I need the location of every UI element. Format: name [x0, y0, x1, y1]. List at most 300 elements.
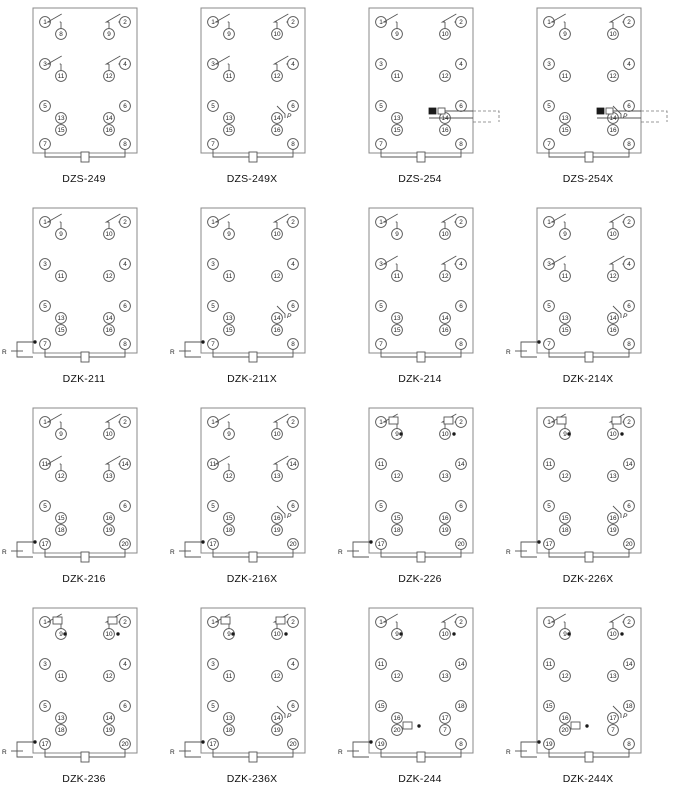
svg-text:14: 14 — [609, 314, 617, 322]
terminal-15 — [272, 125, 283, 136]
resistor-box — [108, 617, 117, 624]
svg-text:19: 19 — [105, 526, 113, 534]
terminal-13 — [544, 139, 555, 150]
coil-box — [585, 352, 593, 362]
terminal-8 — [120, 459, 131, 470]
terminal-6 — [224, 271, 235, 282]
terminal-6 — [560, 671, 571, 682]
terminal-3 — [272, 629, 283, 640]
coil-box — [249, 152, 257, 162]
terminal-6 — [560, 471, 571, 482]
terminal-11 — [608, 513, 619, 524]
svg-text:19: 19 — [609, 526, 617, 534]
svg-text:9: 9 — [563, 630, 567, 638]
svg-text:15: 15 — [57, 126, 65, 134]
svg-text:18: 18 — [625, 702, 633, 710]
svg-text:4: 4 — [291, 60, 295, 68]
svg-text:9: 9 — [59, 630, 63, 638]
terminal-14 — [56, 325, 67, 336]
terminal-14 — [56, 525, 67, 536]
diagram-caption: DZK-214 — [398, 373, 442, 385]
svg-text:13: 13 — [57, 314, 65, 322]
coil-box — [585, 152, 593, 162]
svg-text:9: 9 — [563, 30, 567, 38]
svg-text:14: 14 — [625, 660, 633, 668]
terminal-13 — [544, 739, 555, 750]
resistor-box — [444, 417, 453, 424]
svg-text:2: 2 — [291, 418, 295, 426]
terminal-8 — [456, 459, 467, 470]
svg-text:12: 12 — [273, 272, 281, 280]
terminal-6 — [56, 271, 67, 282]
svg-text:9: 9 — [395, 30, 399, 38]
terminal-6 — [56, 71, 67, 82]
svg-text:14: 14 — [273, 114, 281, 122]
svg-text:4: 4 — [459, 260, 463, 268]
diagram-canvas — [504, 400, 672, 575]
svg-text:15: 15 — [57, 326, 65, 334]
relay-diagram — [504, 202, 672, 377]
terminal-8 — [120, 259, 131, 270]
svg-text:13: 13 — [105, 472, 113, 480]
terminal-8 — [288, 59, 299, 70]
terminal-14 — [224, 125, 235, 136]
svg-text:10: 10 — [273, 30, 281, 38]
svg-text:3: 3 — [43, 660, 47, 668]
diagram-caption: DZK-214X — [562, 373, 614, 385]
svg-text:14: 14 — [273, 714, 281, 722]
terminal-12 — [624, 501, 635, 512]
svg-text:11: 11 — [393, 272, 401, 280]
diagram-canvas — [0, 0, 168, 175]
terminal-10 — [224, 513, 235, 524]
svg-text:8: 8 — [291, 140, 295, 148]
diagram-cell-dzk-214x — [504, 200, 672, 400]
svg-text:6: 6 — [459, 302, 463, 310]
resistor-box — [571, 722, 580, 729]
svg-text:1: 1 — [43, 618, 47, 626]
terminal-13 — [208, 739, 219, 750]
terminal-10 — [224, 713, 235, 724]
terminal-11 — [608, 313, 619, 324]
coil-box — [81, 352, 89, 362]
terminal-6 — [392, 271, 403, 282]
svg-text:12: 12 — [105, 272, 113, 280]
coil-box — [585, 552, 593, 562]
diagram-caption: DZS-254 — [398, 173, 442, 185]
terminal-10 — [560, 313, 571, 324]
svg-text:17: 17 — [377, 540, 385, 548]
svg-text:19: 19 — [273, 526, 281, 534]
relay-diagram — [168, 202, 336, 377]
r-label: R — [338, 549, 343, 556]
terminal-13 — [376, 539, 387, 550]
svg-text:14: 14 — [273, 314, 281, 322]
r-label: R — [2, 749, 7, 756]
svg-text:16: 16 — [609, 326, 617, 334]
svg-text:17: 17 — [209, 540, 217, 548]
relay-diagram — [0, 2, 168, 177]
svg-text:16: 16 — [273, 514, 281, 522]
r-label: R — [170, 349, 175, 356]
svg-text:13: 13 — [273, 472, 281, 480]
svg-text:7: 7 — [443, 726, 447, 734]
diagram-canvas — [168, 600, 336, 775]
terminal-10 — [392, 313, 403, 324]
terminal-9 — [544, 101, 555, 112]
relay-diagram — [168, 402, 336, 577]
terminal-14 — [56, 125, 67, 136]
svg-text:3: 3 — [379, 260, 383, 268]
terminal-11 — [608, 713, 619, 724]
terminal-13 — [208, 339, 219, 350]
terminal-4 — [288, 417, 299, 428]
terminal-5 — [376, 59, 387, 70]
terminal-5 — [208, 659, 219, 670]
svg-text:10: 10 — [273, 630, 281, 638]
terminal-9 — [40, 101, 51, 112]
svg-text:12: 12 — [393, 472, 401, 480]
svg-text:10: 10 — [441, 430, 449, 438]
diagram-cell-dzk-236 — [0, 600, 168, 800]
svg-text:6: 6 — [459, 102, 463, 110]
svg-text:6: 6 — [627, 102, 631, 110]
svg-text:11: 11 — [225, 272, 233, 280]
terminal-5 — [376, 659, 387, 670]
svg-text:8: 8 — [627, 340, 631, 348]
terminal-15 — [608, 725, 619, 736]
svg-text:3: 3 — [379, 60, 383, 68]
svg-text:5: 5 — [547, 502, 551, 510]
terminal-16 — [624, 339, 635, 350]
terminal-14 — [560, 525, 571, 536]
svg-text:15: 15 — [225, 514, 233, 522]
terminal-3 — [440, 629, 451, 640]
svg-text:1: 1 — [43, 418, 47, 426]
diagram-caption: DZK-244X — [562, 773, 614, 785]
svg-text:1: 1 — [43, 18, 47, 26]
terminal-7 — [104, 271, 115, 282]
svg-text:9: 9 — [395, 230, 399, 238]
svg-text:1: 1 — [379, 418, 383, 426]
terminal-8 — [624, 259, 635, 270]
diagram-canvas — [336, 400, 504, 575]
svg-text:2: 2 — [291, 618, 295, 626]
svg-text:5: 5 — [379, 302, 383, 310]
relay-diagram — [336, 602, 504, 777]
black-block — [429, 108, 436, 114]
terminal-4 — [288, 17, 299, 28]
terminal-3 — [440, 429, 451, 440]
terminal-14 — [392, 725, 403, 736]
terminal-7 — [272, 71, 283, 82]
terminal-16 — [624, 139, 635, 150]
diagram-canvas — [0, 200, 168, 375]
terminal-8 — [288, 659, 299, 670]
terminal-16 — [456, 139, 467, 150]
svg-text:17: 17 — [41, 740, 49, 748]
svg-text:8: 8 — [627, 740, 631, 748]
svg-text:9: 9 — [227, 30, 231, 38]
terminal-6 — [560, 71, 571, 82]
svg-text:4: 4 — [291, 660, 295, 668]
diagram-caption: DZS-249X — [226, 173, 278, 185]
svg-text:19: 19 — [441, 526, 449, 534]
svg-text:16: 16 — [105, 126, 113, 134]
diagram-canvas — [168, 400, 336, 575]
relay-diagram — [336, 2, 504, 177]
terminal-9 — [40, 301, 51, 312]
svg-text:10: 10 — [609, 230, 617, 238]
svg-text:11: 11 — [545, 660, 553, 668]
svg-text:4: 4 — [291, 260, 295, 268]
terminal-13 — [208, 539, 219, 550]
svg-text:16: 16 — [105, 514, 113, 522]
svg-text:12: 12 — [609, 72, 617, 80]
terminal-5 — [40, 659, 51, 670]
diagram-caption: DZK-226X — [562, 573, 614, 585]
terminal-2 — [392, 229, 403, 240]
relay-diagram — [0, 602, 168, 777]
svg-text:6: 6 — [291, 102, 295, 110]
svg-text:5: 5 — [211, 702, 215, 710]
svg-text:6: 6 — [123, 702, 127, 710]
terminal-9 — [376, 701, 387, 712]
svg-text:15: 15 — [225, 326, 233, 334]
terminal-7 — [440, 71, 451, 82]
svg-text:17: 17 — [545, 540, 553, 548]
svg-text:12: 12 — [561, 472, 569, 480]
svg-text:14: 14 — [625, 460, 633, 468]
svg-text:15: 15 — [393, 514, 401, 522]
terminal-5 — [544, 659, 555, 670]
svg-text:6: 6 — [459, 502, 463, 510]
svg-text:11: 11 — [561, 272, 569, 280]
diagram-caption: DZK-226 — [398, 573, 442, 585]
terminal-9 — [544, 301, 555, 312]
svg-text:16: 16 — [441, 514, 449, 522]
svg-text:20: 20 — [121, 540, 129, 548]
svg-text:10: 10 — [273, 230, 281, 238]
svg-text:15: 15 — [561, 326, 569, 334]
p-label: P — [623, 513, 628, 520]
svg-text:2: 2 — [627, 218, 631, 226]
svg-text:6: 6 — [291, 702, 295, 710]
terminal-4 — [120, 217, 131, 228]
terminal-10 — [560, 513, 571, 524]
svg-text:6: 6 — [291, 302, 295, 310]
svg-text:9: 9 — [395, 630, 399, 638]
terminal-4 — [456, 417, 467, 428]
svg-text:18: 18 — [57, 526, 65, 534]
svg-text:8: 8 — [123, 140, 127, 148]
svg-text:8: 8 — [459, 140, 463, 148]
diagram-cell-dzk-226 — [336, 400, 504, 600]
svg-text:2: 2 — [627, 618, 631, 626]
p-label: P — [287, 513, 292, 520]
resistor-box — [53, 617, 62, 624]
coil-box — [81, 152, 89, 162]
diagram-canvas — [168, 0, 336, 175]
svg-text:4: 4 — [627, 260, 631, 268]
svg-text:6: 6 — [627, 302, 631, 310]
terminal-8 — [288, 459, 299, 470]
coil-box — [249, 552, 257, 562]
terminal-3 — [608, 629, 619, 640]
svg-text:13: 13 — [225, 714, 233, 722]
coil-box — [585, 752, 593, 762]
svg-text:10: 10 — [105, 630, 113, 638]
svg-text:16: 16 — [105, 326, 113, 334]
relay-diagram — [168, 2, 336, 177]
terminal-15 — [440, 525, 451, 536]
terminal-9 — [40, 501, 51, 512]
r-label: R — [170, 749, 175, 756]
terminal-12 — [456, 301, 467, 312]
terminal-3 — [440, 29, 451, 40]
svg-text:1: 1 — [379, 618, 383, 626]
diagram-cell-dzs-254 — [336, 0, 504, 200]
terminal-11 — [104, 313, 115, 324]
svg-text:1: 1 — [547, 18, 551, 26]
svg-text:8: 8 — [459, 340, 463, 348]
terminal-11 — [272, 513, 283, 524]
terminal-14 — [560, 725, 571, 736]
svg-text:12: 12 — [441, 72, 449, 80]
terminal-9 — [40, 701, 51, 712]
terminal-10 — [392, 513, 403, 524]
r-label: R — [2, 549, 7, 556]
terminal-6 — [56, 671, 67, 682]
diagram-caption: DZK-211X — [227, 373, 277, 385]
terminal-4 — [624, 617, 635, 628]
terminal-3 — [272, 29, 283, 40]
svg-text:2: 2 — [291, 218, 295, 226]
diagram-cell-dzs-254x — [504, 0, 672, 200]
terminal-16 — [456, 739, 467, 750]
svg-text:2: 2 — [627, 18, 631, 26]
svg-text:3: 3 — [43, 60, 47, 68]
svg-text:9: 9 — [395, 430, 399, 438]
svg-text:7: 7 — [211, 340, 215, 348]
svg-text:3: 3 — [43, 260, 47, 268]
terminal-4 — [456, 617, 467, 628]
terminal-15 — [440, 325, 451, 336]
dashed-lead — [641, 111, 667, 122]
terminal-15 — [104, 325, 115, 336]
terminal-7 — [104, 71, 115, 82]
p-label: P — [287, 313, 292, 320]
svg-text:17: 17 — [209, 740, 217, 748]
svg-text:15: 15 — [393, 126, 401, 134]
terminal-14 — [392, 325, 403, 336]
terminal-4 — [456, 17, 467, 28]
terminal-7 — [608, 71, 619, 82]
terminal-7 — [272, 271, 283, 282]
terminal-3 — [104, 29, 115, 40]
terminal-7 — [440, 671, 451, 682]
svg-text:14: 14 — [441, 314, 449, 322]
svg-text:12: 12 — [609, 272, 617, 280]
terminal-12 — [288, 501, 299, 512]
terminal-12 — [120, 101, 131, 112]
terminal-12 — [120, 701, 131, 712]
terminal-2 — [56, 29, 67, 40]
p-label: P — [287, 113, 292, 120]
diagram-caption: DZK-216 — [62, 573, 106, 585]
svg-text:1: 1 — [211, 618, 215, 626]
coil-box — [417, 152, 425, 162]
terminal-5 — [40, 259, 51, 270]
terminal-10 — [560, 713, 571, 724]
svg-text:20: 20 — [289, 540, 297, 548]
relay-diagram — [504, 2, 672, 177]
svg-text:16: 16 — [441, 126, 449, 134]
svg-text:7: 7 — [547, 140, 551, 148]
terminal-15 — [272, 325, 283, 336]
svg-text:19: 19 — [273, 726, 281, 734]
terminal-3 — [104, 629, 115, 640]
svg-text:14: 14 — [457, 460, 465, 468]
resistor-box — [221, 617, 230, 624]
svg-text:5: 5 — [379, 102, 383, 110]
svg-text:13: 13 — [57, 714, 65, 722]
relay-diagram — [504, 402, 672, 577]
svg-text:1: 1 — [547, 418, 551, 426]
svg-text:6: 6 — [627, 502, 631, 510]
terminal-11 — [272, 313, 283, 324]
svg-text:4: 4 — [123, 60, 127, 68]
svg-text:20: 20 — [457, 540, 465, 548]
svg-text:15: 15 — [377, 702, 385, 710]
svg-text:11: 11 — [41, 460, 49, 468]
svg-text:13: 13 — [393, 314, 401, 322]
resistor-box — [276, 617, 285, 624]
terminal-7 — [440, 271, 451, 282]
terminal-15 — [608, 325, 619, 336]
terminal-12 — [456, 101, 467, 112]
svg-text:12: 12 — [393, 672, 401, 680]
terminal-7 — [104, 471, 115, 482]
terminal-2 — [560, 229, 571, 240]
svg-text:1: 1 — [379, 18, 383, 26]
svg-text:18: 18 — [57, 726, 65, 734]
svg-text:2: 2 — [123, 618, 127, 626]
r-label: R — [338, 749, 343, 756]
svg-text:14: 14 — [609, 114, 617, 122]
terminal-9 — [544, 501, 555, 512]
svg-text:18: 18 — [225, 726, 233, 734]
p-label: P — [623, 113, 628, 120]
svg-text:20: 20 — [121, 740, 129, 748]
terminal-2 — [224, 229, 235, 240]
svg-text:16: 16 — [393, 714, 401, 722]
diagram-cell-dzk-211x — [168, 200, 336, 400]
resistor-box — [612, 417, 621, 424]
diagram-canvas — [0, 600, 168, 775]
terminal-2 — [392, 29, 403, 40]
dashed-lead — [473, 111, 499, 122]
terminal-10 — [56, 113, 67, 124]
terminal-4 — [120, 17, 131, 28]
svg-text:20: 20 — [289, 740, 297, 748]
svg-text:3: 3 — [211, 660, 215, 668]
svg-text:4: 4 — [123, 660, 127, 668]
svg-text:12: 12 — [441, 272, 449, 280]
terminal-6 — [224, 671, 235, 682]
svg-text:11: 11 — [209, 460, 217, 468]
terminal-4 — [624, 217, 635, 228]
